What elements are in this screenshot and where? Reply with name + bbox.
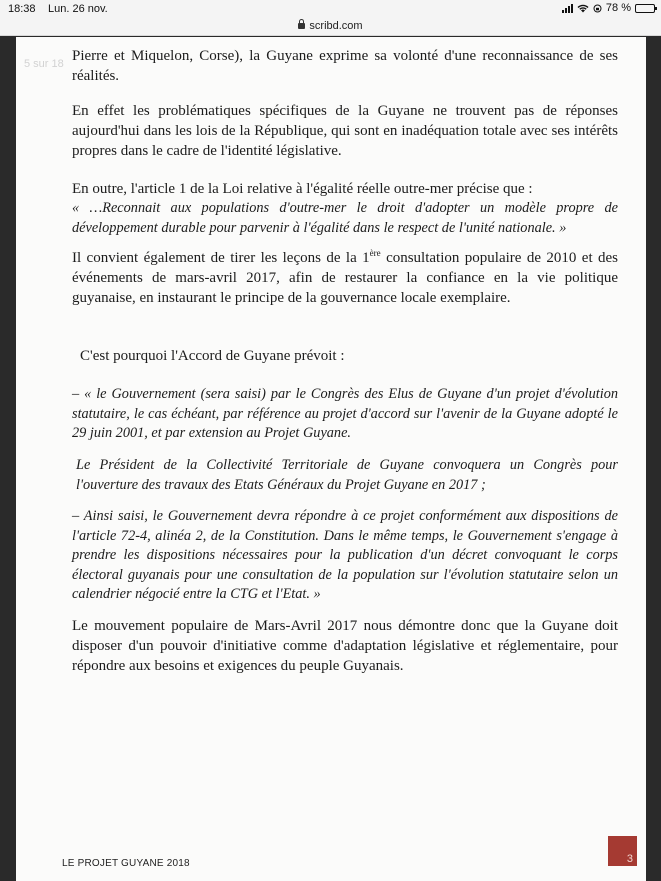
paragraph-3: En outre, l'article 1 de la Loi relative à l'égalité réelle outre-mer précise que : <box>72 181 533 197</box>
document-footer: LE PROJET GUYANE 2018 <box>62 858 190 869</box>
quote-ainsi-saisi: – Ainsi saisi, le Gouvernement devra répondre à ce projet conformément aux dispositions de l'article 72-4, alinéa 2, de la Constitution. Dans le même temps, le Gouvernement s'engage à prendre les dispositions nécessaires pour la publication d'un décret convoquant le corps électoral guyanais pour une consultation de la population sur l'évolution statutaire selon un calendrier négocié entre la CTG et l'Etat. » <box>72 508 618 602</box>
wifi-icon <box>577 4 589 13</box>
quote-loi-egalite: « …Reconnait aux populations d'outre-mer le droit d'adopter un modèle propre de développement durable pour parvenir à l'égalité dans le respect de l'unité nationale. » <box>72 200 618 236</box>
quote-president: Le Président de la Collectivité Territoriale de Guyane convoquera un Congrès pour l'ouverture des travaux des Etats Généraux du Projet Guyane en 2017 ; <box>76 457 618 493</box>
paragraph-lecons-prefix: Il convient également de tirer les leçons de la 1 <box>72 250 370 266</box>
page-counter: 5 sur 18 <box>24 58 64 70</box>
url-text: scribd.com <box>309 20 363 32</box>
battery-icon <box>635 4 655 13</box>
rotation-lock-icon <box>593 4 602 13</box>
paragraph-lecons <box>72 248 618 308</box>
paragraph-lecons-body: consultation populaire de 2010 et des événements de mars-avril 2017, afin de restaurer la confiance en la vie politique guyanaise, en instaurant le principe de la gouvernance locale exemplaire. <box>72 250 619 306</box>
paragraph-conclusion: Le mouvement populaire de Mars-Avril 2017 nous démontre donc que la Guyane doit disposer d'un pouvoir d'initiative comme d'adaptation législative et réglementaire, pour répondre aux besoins et exigences du peuple Guyanais. <box>72 618 618 674</box>
address-bar[interactable] <box>0 18 661 36</box>
clock: 18:38 <box>8 3 36 15</box>
quote-gouvernement: – « le Gouvernement (sera saisi) par le Congrès des Elus de Guyane d'un projet d'évolution statutaire, le cas échéant, par référence au projet d'accord sur l'avenir de la Guyane adopté le 29 juin 2001, et par extension au Projet Guyane. <box>72 386 618 441</box>
paragraph-2: En effet les problématiques spécifiques de la Guyane ne trouvent pas de réponses aujourd'hui dans les lois de la République, qui sont en inadéquation totale avec ses intérêts propres dans le cadre de l'identité législative. <box>72 103 618 159</box>
superscript-ere: ère <box>369 248 381 258</box>
status-bar <box>0 0 661 18</box>
page-number-badge: 3 <box>608 836 637 866</box>
date: Lun. 26 nov. <box>48 3 108 15</box>
signal-icon <box>562 3 573 13</box>
battery-percentage: 78 % <box>605 2 631 14</box>
paragraph-accord: C'est pourquoi l'Accord de Guyane prévoit : <box>80 348 345 364</box>
paragraph-1: Pierre et Miquelon, Corse), la Guyane exprime sa volonté d'une reconnaissance de ses réalités. <box>72 48 618 84</box>
lock-icon <box>298 23 305 29</box>
status-indicators <box>562 2 655 14</box>
